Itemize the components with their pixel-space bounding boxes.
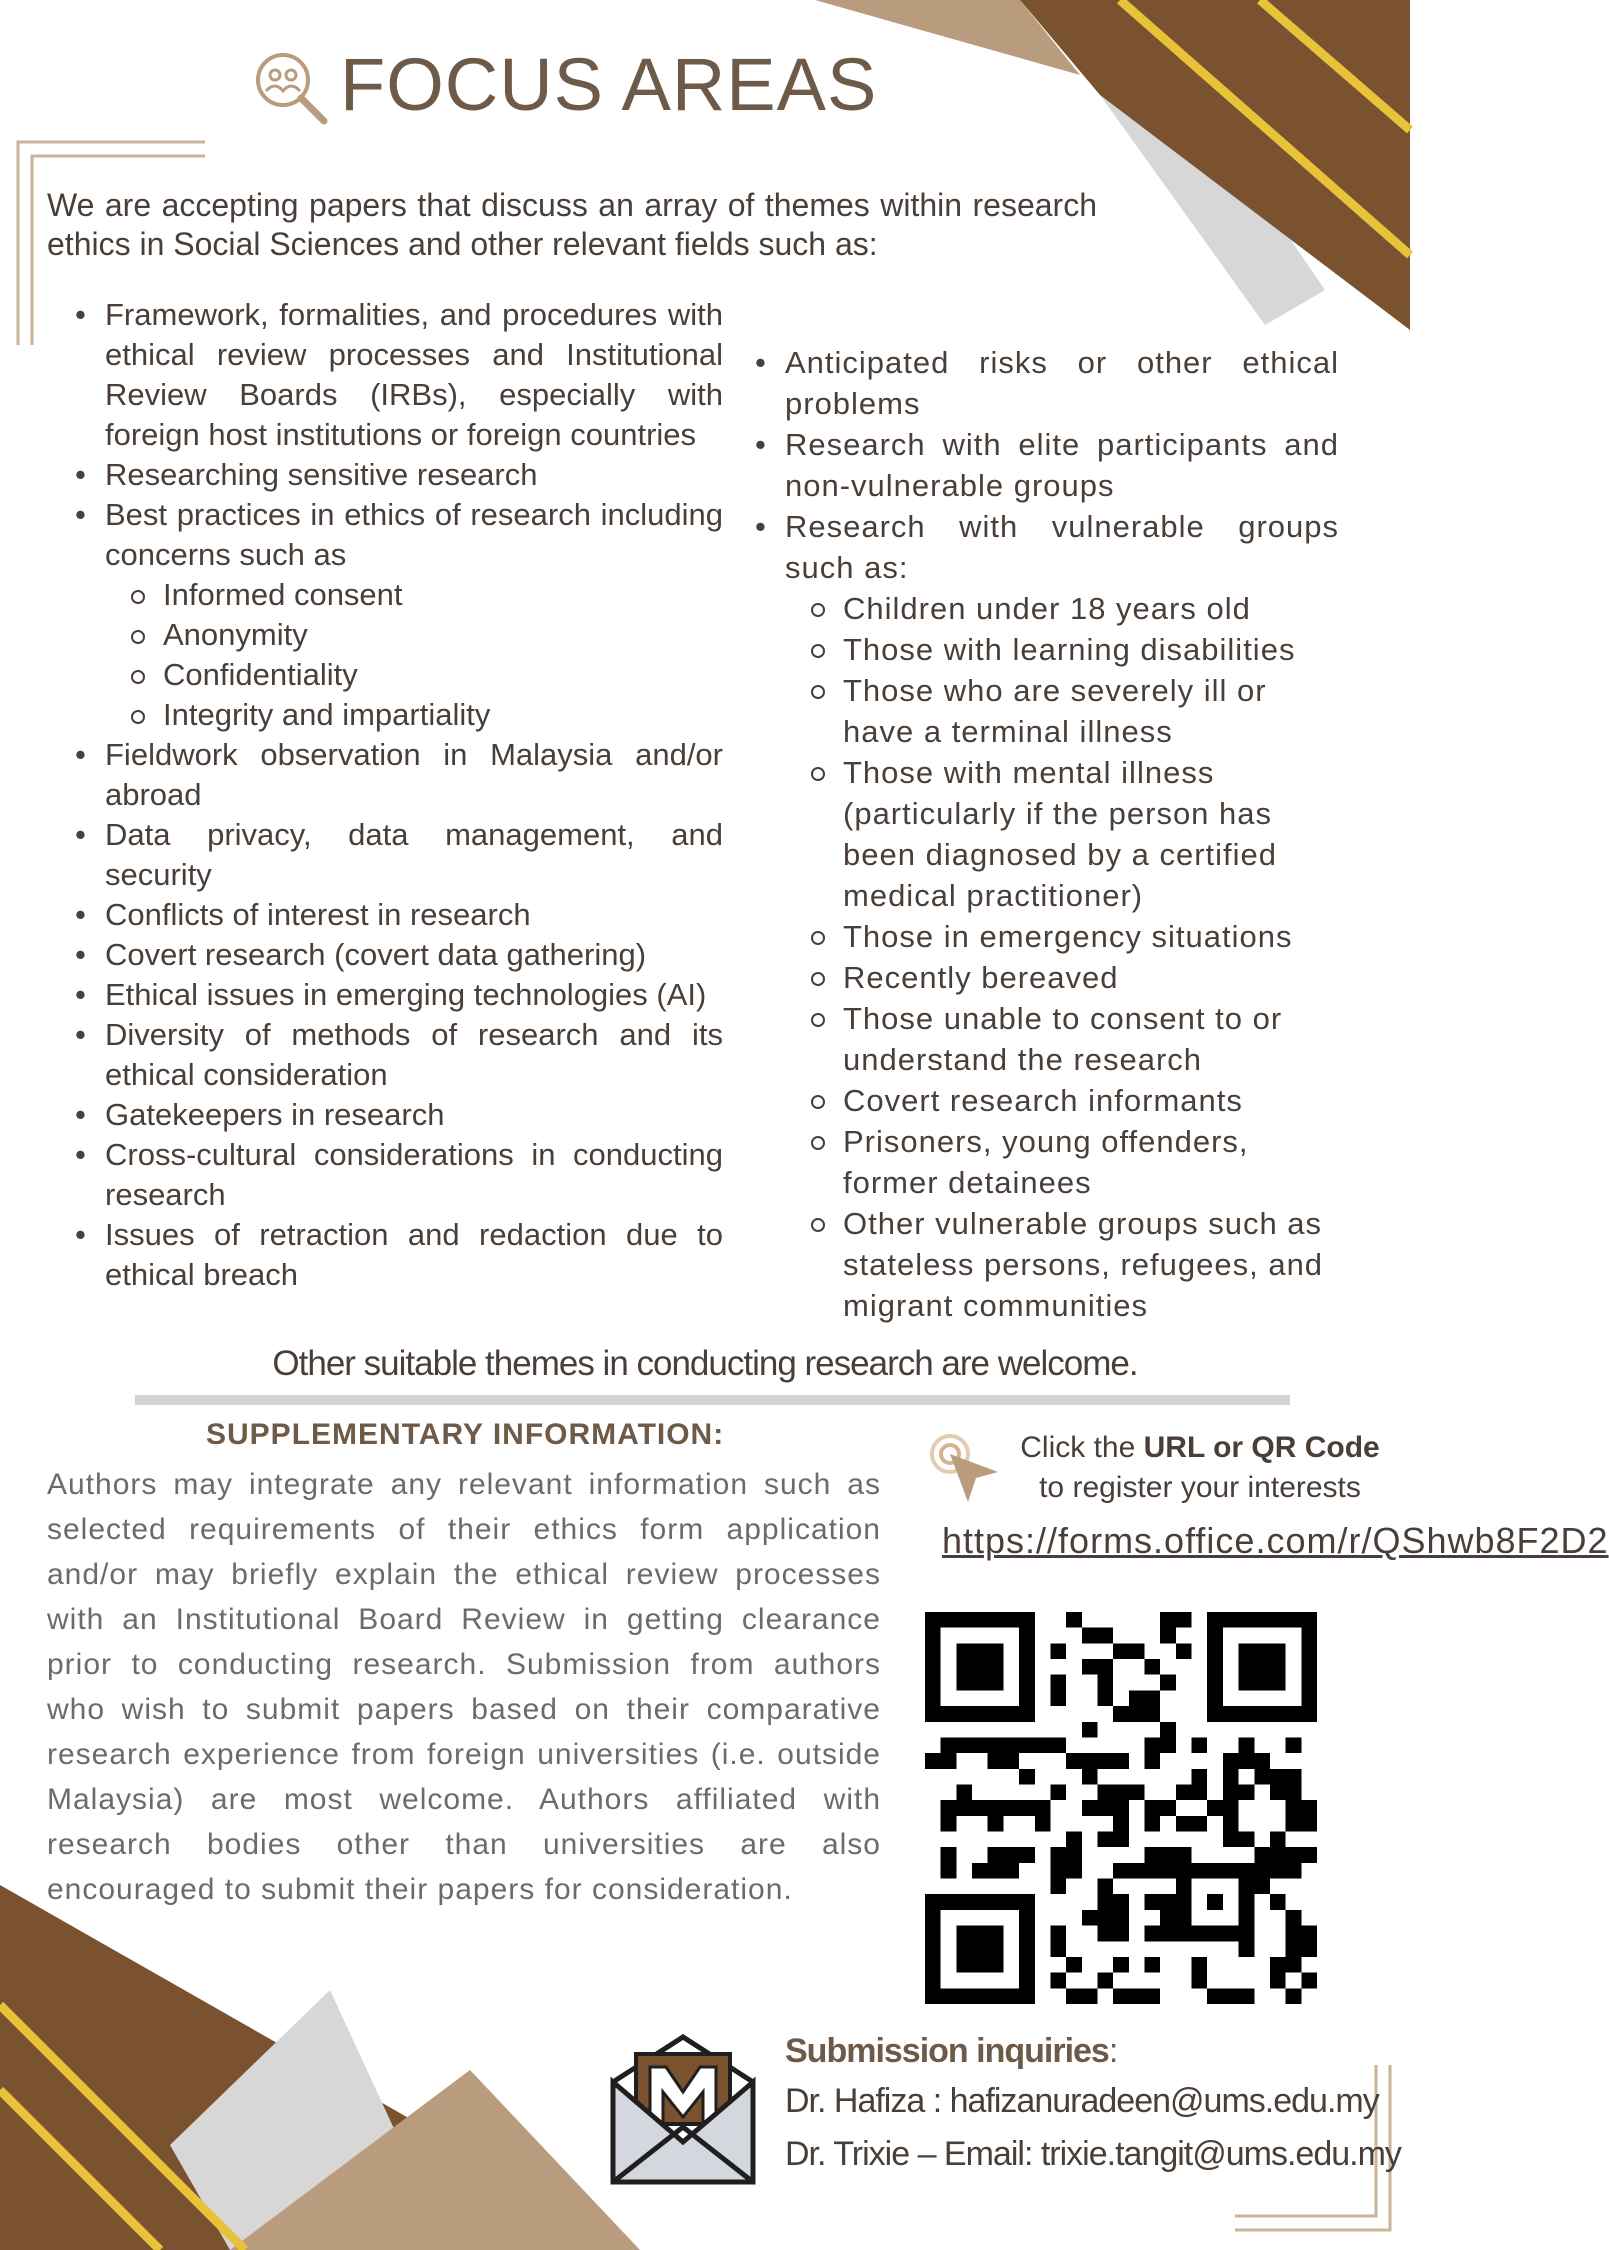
list-item: • Gatekeepers in research — [75, 1095, 723, 1135]
sub-list-item: Those in emergency situations — [755, 916, 1339, 957]
register-instructions — [1000, 1428, 1400, 1508]
list-item: • Research with vulnerable groups such as: — [755, 506, 1339, 588]
sub-list-item: Other vulnerable groups such as stateless persons, refugees, and migrant communities — [755, 1203, 1339, 1326]
list-item: • Anticipated risks or other ethical problems — [755, 342, 1339, 424]
sub-list-item: Prisoners, young offenders, former detainees — [755, 1121, 1339, 1203]
left-focus-list — [75, 295, 723, 1295]
sub-list-item: Those with mental illness (particularly if the person has been diagnosed by a certified medical practitioner) — [755, 752, 1339, 916]
supplementary-body: Authors may integrate any relevant information such as selected requirements of their ethics form application and/or may briefly explain the ethical review processes with an Institutional Board Review in getting clearance prior to conducting research. Submission from authors who wish to submit papers based on their comparative research experience from foreign universities (i.e. outside Malaysia) are most welcome. Authors affiliated with research bodies other than universities are also encouraged to submit their papers for consideration. — [47, 1468, 881, 1906]
section-divider — [135, 1395, 1290, 1405]
register-bold: URL or QR Code — [1143, 1431, 1380, 1464]
envelope-icon — [608, 2032, 758, 2187]
sub-list-item: Anonymity — [75, 615, 723, 655]
list-item: • Diversity of methods of research and its ethical consideration — [75, 1015, 723, 1095]
brown-band-top — [1020, 0, 1410, 330]
sub-list-item: Those with learning disabilities — [755, 629, 1339, 670]
right-focus-list — [755, 342, 1339, 1326]
intro-paragraph: We are accepting papers that discuss an array of themes within research ethics in Social Sciences and other relevant fields such as: — [47, 187, 1097, 262]
supplementary-heading: SUPPLEMENTARY INFORMATION: — [206, 1418, 725, 1451]
sub-list-item: Those who are severely ill or have a terminal illness — [755, 670, 1339, 752]
themes-note: Other suitable themes in conducting research are welcome. — [272, 1344, 1138, 1383]
sub-list-item: Confidentiality — [75, 655, 723, 695]
inquiries-colon: : — [1108, 2032, 1118, 2070]
list-item: • Research with elite participants and non-vulnerable groups — [755, 424, 1339, 506]
sub-list-item: Integrity and impartiality — [75, 695, 723, 735]
sub-list-item: Informed consent — [75, 575, 723, 615]
cursor-pointer-icon — [928, 1432, 1004, 1508]
inquiries-heading-text: Submission inquiries — [785, 2032, 1109, 2070]
list-item: • Cross-cultural considerations in conducting research — [75, 1135, 723, 1215]
register-prefix: Click the — [1020, 1431, 1144, 1464]
sub-list-item: Those unable to consent to or understand the research — [755, 998, 1339, 1080]
sub-list-item: Covert research informants — [755, 1080, 1339, 1121]
list-item: • Data privacy, data management, and security — [75, 815, 723, 895]
sub-list-item: Children under 18 years old — [755, 588, 1339, 629]
list-item: • Ethical issues in emerging technologies (AI) — [75, 975, 723, 1015]
inquiry-contact-trixie[interactable]: Dr. Trixie – Email: trixie.tangit@ums.edu.my — [785, 2135, 1401, 2173]
page-title: FOCUS AREAS — [340, 43, 878, 126]
registration-link[interactable]: https://forms.office.com/r/QShwb8F2D2 — [942, 1520, 1609, 1561]
list-item: • Researching sensitive research — [75, 455, 723, 495]
sub-list-item: Recently bereaved — [755, 957, 1339, 998]
inquiries-heading — [785, 2032, 1117, 2071]
qr-code[interactable] — [924, 1612, 1318, 2004]
list-item: • Framework, formalities, and procedures with ethical review processes and Institutional Review Boards (IRBs), especially with foreign host institutions or foreign countries — [75, 295, 723, 455]
inquiry-contact-hafiza[interactable]: Dr. Hafiza : hafizanuradeen@ums.edu.my — [785, 2082, 1379, 2120]
list-item: • Best practices in ethics of research including concerns such as — [75, 495, 723, 575]
list-item: • Conflicts of interest in research — [75, 895, 723, 935]
list-item: • Fieldwork observation in Malaysia and/or abroad — [75, 735, 723, 815]
list-item: • Covert research (covert data gathering) — [75, 935, 723, 975]
magnifier-people-icon — [250, 48, 330, 128]
list-item: • Issues of retraction and redaction due to ethical breach — [75, 1215, 723, 1295]
register-suffix: to register your interests — [1039, 1471, 1361, 1504]
